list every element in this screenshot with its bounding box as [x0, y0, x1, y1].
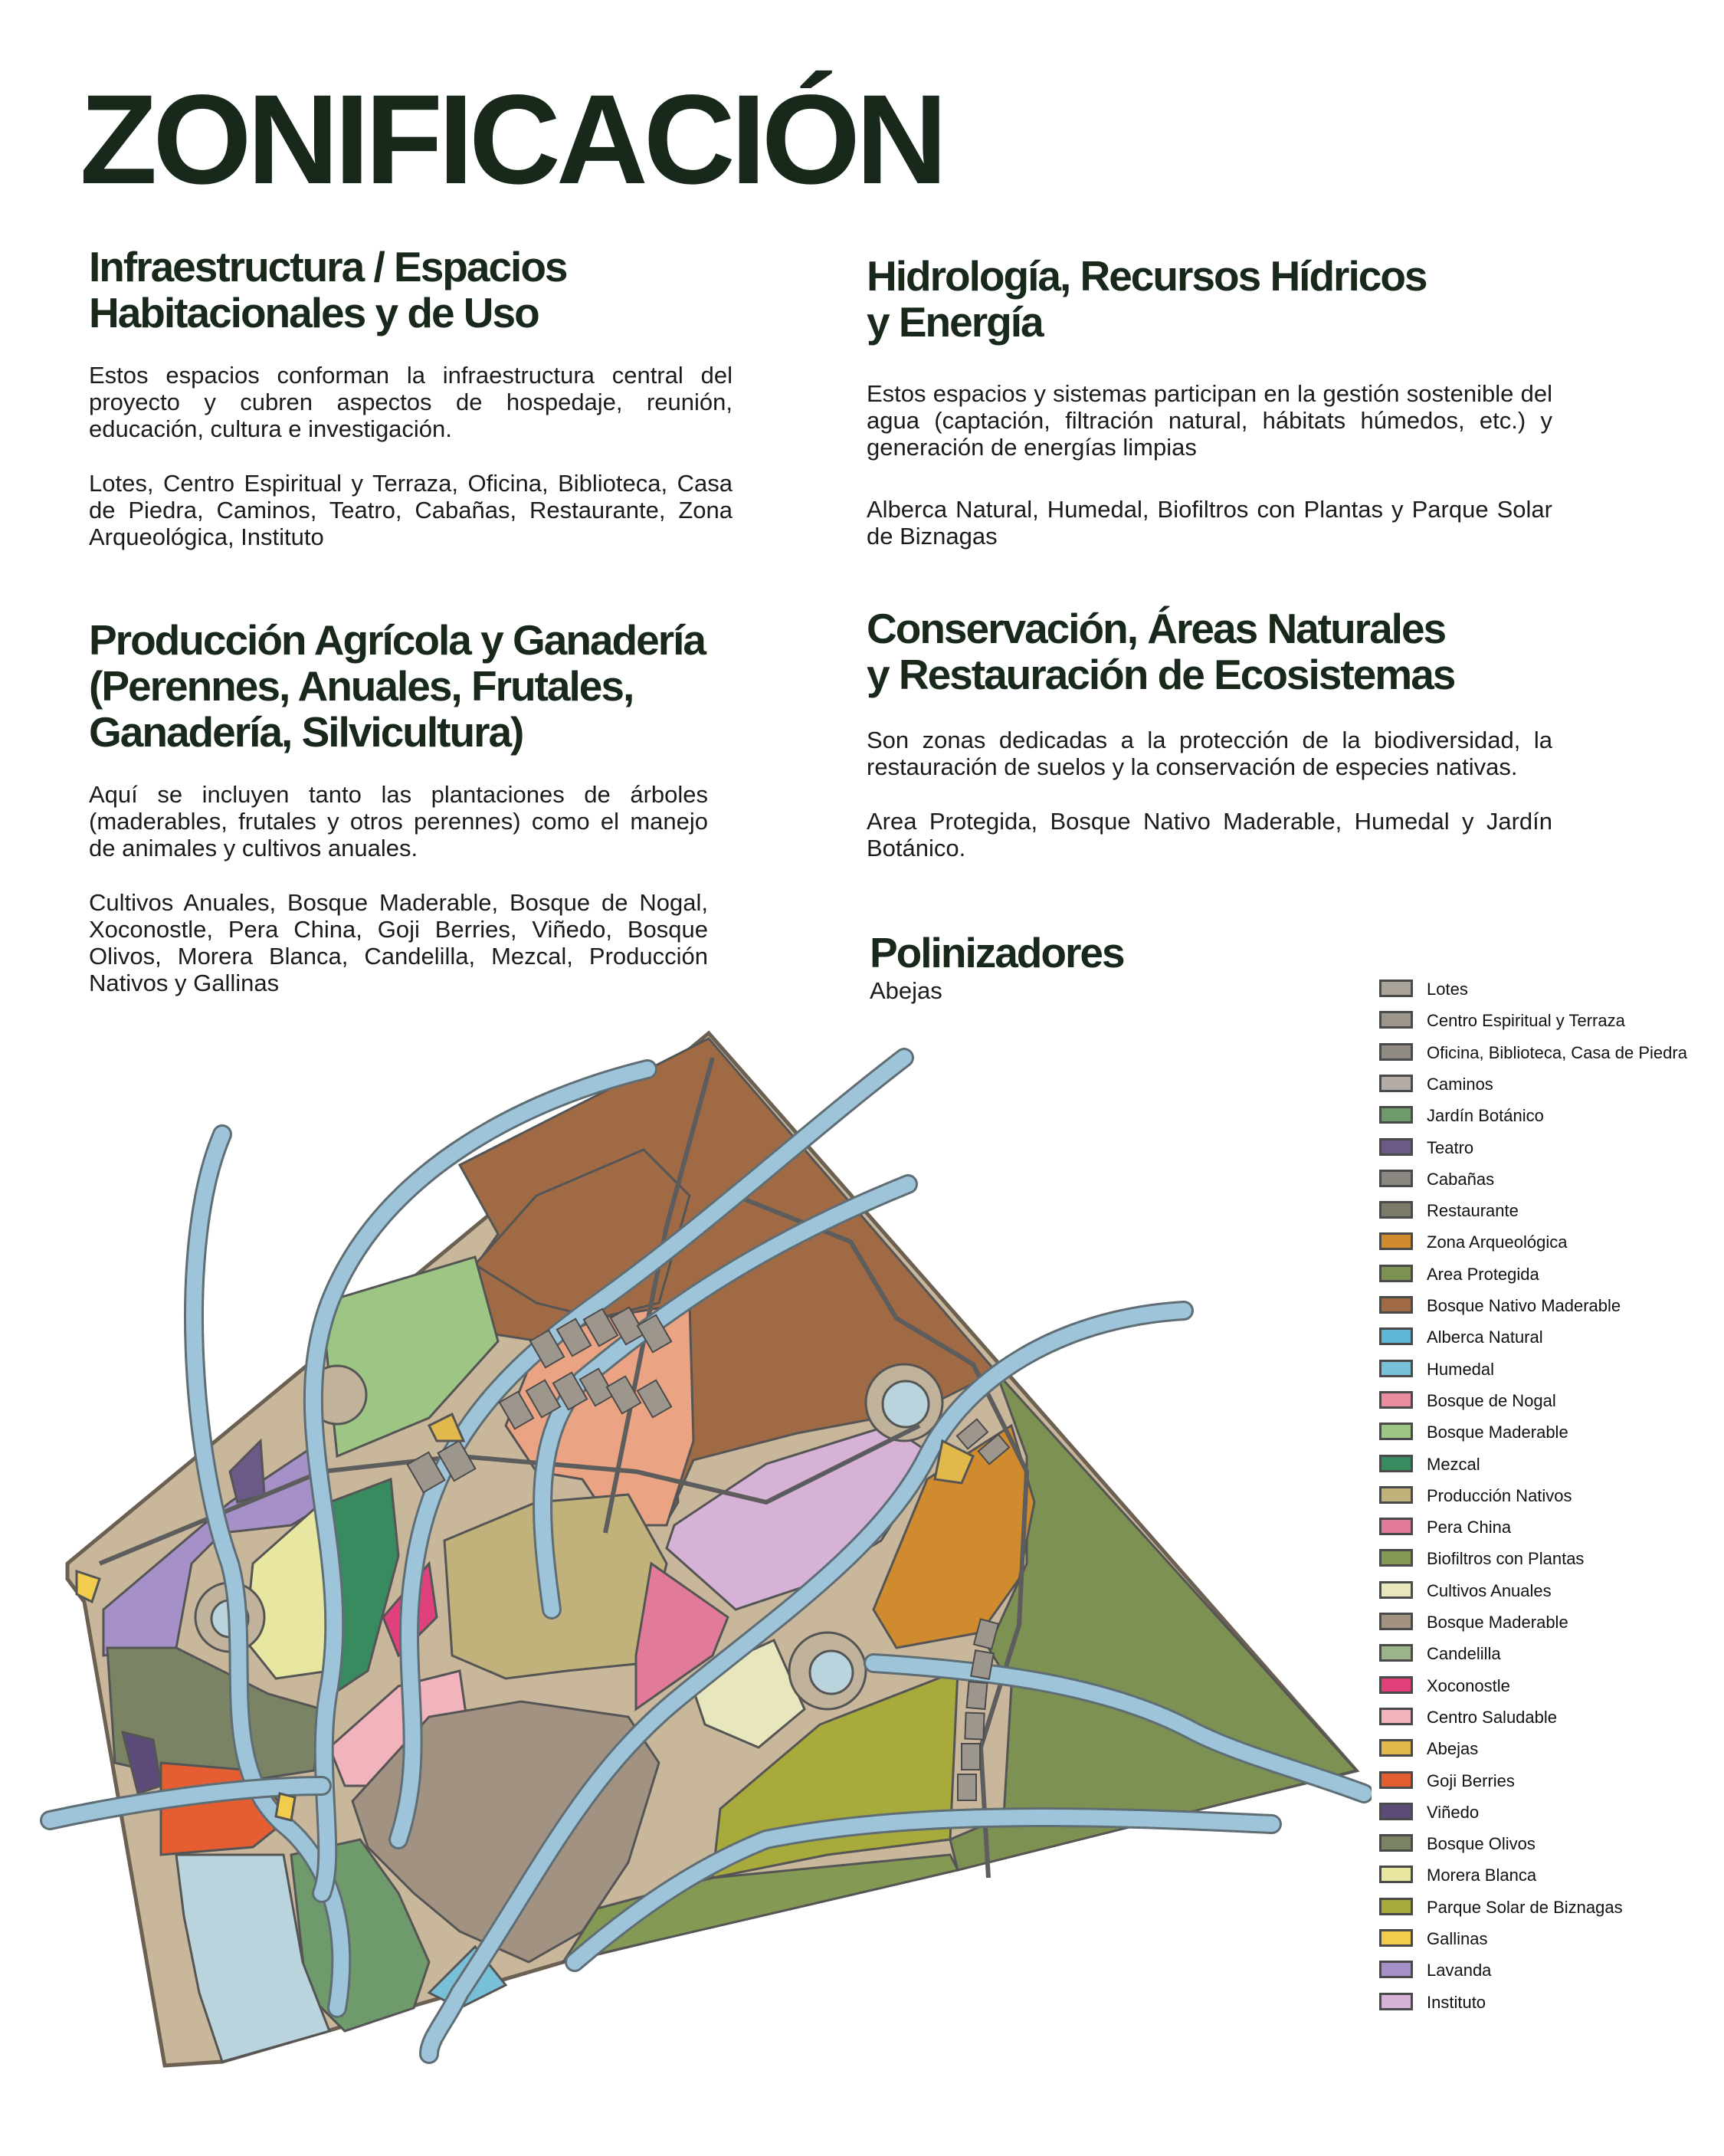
legend-label: Area Protegida — [1427, 1264, 1539, 1284]
legend-swatch — [1379, 1898, 1413, 1915]
legend-label: Abejas — [1427, 1739, 1479, 1759]
section-title-line: (Perennes, Anuales, Frutales, — [89, 662, 634, 710]
legend-swatch — [1379, 1391, 1413, 1409]
legend-swatch — [1379, 1739, 1413, 1757]
legend-swatch — [1379, 1201, 1413, 1219]
legend-swatch — [1379, 1486, 1413, 1504]
legend-label: Mezcal — [1427, 1454, 1480, 1474]
legend-swatch — [1379, 1360, 1413, 1377]
section-title: Polinizadores — [870, 929, 1124, 976]
section-title-line: Conservación, Áreas Naturales — [867, 605, 1446, 652]
legend-swatch — [1379, 1581, 1413, 1599]
section-conservacion — [867, 605, 1552, 861]
legend-label: Bosque Olivos — [1427, 1834, 1536, 1854]
site-map — [0, 1019, 1372, 2077]
legend-label: Lotes — [1427, 980, 1468, 999]
pond-water — [883, 1381, 929, 1427]
legend-label: Caminos — [1427, 1074, 1493, 1094]
legend-label: Biofiltros con Plantas — [1427, 1549, 1585, 1569]
legend-label: Instituto — [1427, 1992, 1486, 2012]
section-title-line: Ganadería, Silvicultura) — [89, 708, 523, 756]
legend-swatch — [1379, 1106, 1413, 1124]
legend-label: Parque Solar de Biznagas — [1427, 1897, 1623, 1917]
legend-label: Centro Espiritual y Terraza — [1427, 1011, 1625, 1031]
page-title: ZONIFICACIÓN — [80, 69, 943, 211]
legend-swatch — [1379, 1423, 1413, 1440]
legend-swatch — [1379, 1043, 1413, 1061]
building-cabana — [971, 1650, 994, 1679]
section-title-line: Hidrología, Recursos Hídricos — [867, 252, 1427, 300]
building-cabana — [958, 1774, 976, 1800]
section-description: Aquí se incluyen tanto las plantaciones de árboles (maderables, frutales y otros perennes) como el manejo de animales y cultivos anuales. — [89, 781, 708, 861]
section-title — [89, 244, 733, 336]
legend-swatch — [1379, 1170, 1413, 1187]
section-title — [89, 617, 708, 755]
building-cabana — [962, 1744, 980, 1770]
legend-label: Cultivos Anuales — [1427, 1580, 1552, 1600]
legend-swatch — [1379, 1011, 1413, 1029]
legend-label: Restaurante — [1427, 1201, 1519, 1221]
legend-label: Producción Nativos — [1427, 1485, 1572, 1505]
building-cabana — [967, 1682, 988, 1709]
section-items: Cultivos Anuales, Bosque Maderable, Bosque de Nogal, Xoconostle, Pera China, Goji Berries, Viñedo, Bosque Olivos, Morera Blanca, Candelilla, Mezcal, Producción Nativos y Gallinas — [89, 889, 708, 996]
section-description: Son zonas dedicadas a la protección de la biodiversidad, la restauración de suelos y la conservación de especies nativas. — [867, 727, 1552, 780]
legend-label: Lavanda — [1427, 1961, 1492, 1980]
legend-label: Bosque Maderable — [1427, 1613, 1568, 1632]
legend-swatch — [1379, 1771, 1413, 1789]
legend-swatch — [1379, 1455, 1413, 1472]
section-title — [867, 253, 1552, 345]
legend-label: Jardín Botánico — [1427, 1106, 1544, 1126]
section-items: Area Protegida, Bosque Nativo Maderable, Humedal y Jardín Botánico. — [867, 808, 1552, 861]
section-infraestructura — [89, 244, 733, 550]
legend-swatch — [1379, 1518, 1413, 1535]
legend-label: Viñedo — [1427, 1802, 1480, 1822]
section-title — [867, 605, 1552, 697]
legend-label: Candelilla — [1427, 1644, 1501, 1664]
legend-swatch — [1379, 1676, 1413, 1694]
legend-swatch — [1379, 1866, 1413, 1883]
section-hidrologia — [867, 253, 1552, 550]
legend-swatch — [1379, 1708, 1413, 1725]
section-produccion-agricola — [89, 617, 708, 996]
section-items: Abejas — [870, 977, 942, 1004]
legend-label: Morera Blanca — [1427, 1866, 1537, 1885]
zone-gallinas — [276, 1793, 295, 1820]
legend-swatch — [1379, 1138, 1413, 1156]
legend-label: Humedal — [1427, 1359, 1495, 1379]
section-title-line: Infraestructura / Espacios — [89, 243, 567, 290]
legend-label: Cabañas — [1427, 1169, 1495, 1189]
section-description: Estos espacios conforman la infraestructura central del proyecto y cubren aspectos de hospedaje, reunión, educación, cultura e investigación. — [89, 362, 733, 442]
legend-label: Alberca Natural — [1427, 1327, 1543, 1347]
legend-swatch — [1379, 980, 1413, 997]
legend-label: Bosque Nativo Maderable — [1427, 1296, 1621, 1315]
legend-swatch — [1379, 1834, 1413, 1852]
legend-swatch — [1379, 1993, 1413, 2010]
section-title-line: y Restauración de Ecosistemas — [867, 651, 1455, 698]
legend-swatch — [1379, 1549, 1413, 1567]
legend-label: Bosque de Nogal — [1427, 1390, 1556, 1410]
legend-label: Teatro — [1427, 1137, 1474, 1157]
legend-label: Oficina, Biblioteca, Casa de Piedra — [1427, 1042, 1687, 1062]
legend-swatch — [1379, 1961, 1413, 1978]
section-title-line: Producción Agrícola y Ganadería — [89, 616, 705, 664]
legend-label: Goji Berries — [1427, 1770, 1515, 1790]
legend-label: Centro Saludable — [1427, 1707, 1558, 1727]
legend-label: Zona Arqueológica — [1427, 1232, 1568, 1252]
building-cabana — [965, 1713, 984, 1740]
legend-swatch — [1379, 1929, 1413, 1947]
section-items: Lotes, Centro Espiritual y Terraza, Oficina, Biblioteca, Casa de Piedra, Caminos, Teatro, Cabañas, Restaurante, Zona Arqueológica, Instituto — [89, 470, 733, 550]
legend-label: Gallinas — [1427, 1929, 1488, 1948]
legend-swatch — [1379, 1265, 1413, 1282]
section-items: Alberca Natural, Humedal, Biofiltros con Plantas y Parque Solar de Biznagas — [867, 496, 1552, 550]
legend-swatch — [1379, 1803, 1413, 1820]
legend-label: Bosque Maderable — [1427, 1423, 1568, 1442]
section-title-line: y Energía — [867, 298, 1043, 346]
pond-water — [810, 1651, 853, 1694]
legend-swatch — [1379, 1232, 1413, 1250]
legend-swatch — [1379, 1644, 1413, 1662]
legend-swatch — [1379, 1613, 1413, 1630]
legend-swatch — [1379, 1327, 1413, 1345]
legend-label: Pera China — [1427, 1518, 1512, 1537]
section-polinizadores — [870, 930, 1329, 1004]
legend-swatch — [1379, 1296, 1413, 1314]
legend-label: Xoconostle — [1427, 1675, 1510, 1695]
legend-swatch — [1379, 1075, 1413, 1092]
section-description: Estos espacios y sistemas participan en la gestión sostenible del agua (captación, filtración natural, hábitats húmedos, etc.) y generación de energías limpias — [867, 380, 1552, 461]
section-title-line: Habitacionales y de Uso — [89, 289, 539, 336]
